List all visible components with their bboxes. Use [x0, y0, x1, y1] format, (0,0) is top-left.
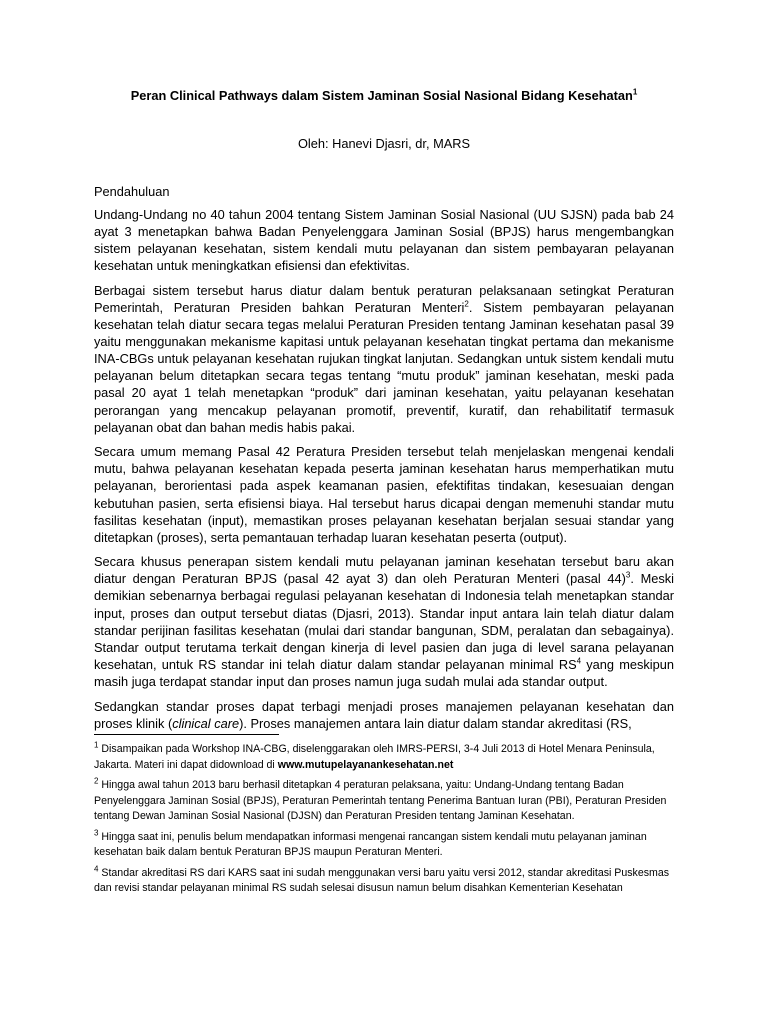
author-line: Oleh: Hanevi Djasri, dr, MARS — [297, 136, 471, 151]
paragraph-2-part-1: Berbagai sistem tersebut harus diatur dalam bentuk peraturan pelaksanaan setingkat Peraturan Pemerintah, Peraturan Presiden bahkan Peraturan Menteri — [94, 282, 674, 315]
paragraph-5-part-2: ). Proses manajemen antara lain diatur dalam standar akreditasi (RS, — [239, 715, 632, 731]
body-text — [94, 206, 674, 739]
paragraph-5-italic: clinical care — [172, 715, 240, 731]
paragraph-4-part-1: Secara khusus penerapan sistem kendali mutu pelayanan jaminan kesehatan tersebut baru akan diatur dengan Peraturan BPJS (pasal 42 ayat 3) dan oleh Peraturan Menteri (pasal 44) — [94, 554, 674, 587]
footnote-1 — [94, 742, 674, 773]
footnote-4 — [94, 863, 674, 897]
paragraph-4 — [94, 553, 674, 690]
footnote-4-text: Standar akreditasi RS dari KARS saat ini sudah menggunakan versi baru yaitu versi 2012, standar akreditasi Puskesmas dan revisi standar pelayanan minimal RS sudah selesai disusun namun belum disahkan Kementerian Kesehatan — [94, 866, 670, 894]
footnote-1-text: Disampaikan pada Workshop INA-CBG, diselenggarakan oleh IMRS-PERSI, 3-4 Juli 2013 di Hotel Menara Peninsula, Jakarta. Materi ini dapat didownload di — [94, 743, 655, 771]
footnote-3-text: Hingga saat ini, penulis belum mendapatkan informasi mengenai rancangan sistem kendali mutu pelayanan jaminan kesehatan baik dalam bentuk Peraturan BPJS maupun Peraturan Menteri. — [94, 830, 647, 858]
document-title — [94, 88, 674, 104]
footnotes — [94, 742, 674, 902]
footnote-separator — [94, 734, 279, 735]
footnote-marker-4: 4 — [576, 656, 582, 666]
paragraph-5 — [94, 698, 674, 732]
section-heading: Pendahuluan — [94, 184, 170, 199]
title-footnote-marker: 1 — [632, 87, 638, 97]
paragraph-3: Secara umum memang Pasal 42 Peratura Presiden tersebut telah menjelaskan mengenai kendali mutu, bahwa pelayanan kesehatan kepada peserta jaminan kesehatan harus memperhatikan mutu pelayanan, berorientasi pada aspek keamanan pasien, efektifitas tindakan, kesesuaian dengan kebutuhan pasien, serta efisiensi biaya. Hal tersebut harus dicapai dengan memenuhi standar mutu fasilitas kesehatan (input), memastikan proses pelayanan kesehatan berjalan sesuai standar yang ditetapkan (proses), serta pemantauan terhadap luaran kesehatan peserta (output). — [94, 444, 674, 545]
footnote-2-text: Hingga awal tahun 2013 baru berhasil ditetapkan 4 peraturan pelaksana, yaitu: Undang-Undang tentang Badan Penyelenggara Jaminan Sosial (BPJS), Peraturan Pemerintah tentang Penerima Bantuan Iuran (PBI), Peraturan Presiden tentang Dewan Jaminan Sosial Nasional (DJSN) dan Peraturan Presiden tentang Jaminan Kesehatan. — [94, 779, 667, 822]
footnote-3-number: 3 — [94, 827, 99, 837]
footnote-4-number: 4 — [94, 863, 99, 873]
footnote-2 — [94, 778, 674, 825]
paragraph-2-part-2: . Sistem pembayaran pelayanan kesehatan telah diatur secara tegas melalui Peraturan Presiden tentang Jaminan kesehatan pasal 39 yaitu menggunakan mekanisme kapitasi untuk pelayanan kesehatan tingkat pertama dan mekanisme INA-CBGs untuk pelayanan kesehatan rujukan tingkat lanjutan. Sedangkan untuk sistem kendali mutu pelayanan belum ditetapkan secara tegas tentang “mutu produk” jaminan kesehatan, meski pada pasal 20 ayat 1 telah menetapkan “produk” dari jaminan kesehatan, yaitu pelayanan kesehatan perorangan yang mencakup pelayanan promotif, preventif, kuratif, dan rehabilitatif termasuk pelayanan obat dan bahan medis habis pakai. — [94, 299, 675, 435]
footnote-marker-3: 3 — [625, 571, 631, 581]
footnote-3 — [94, 827, 674, 861]
footnote-1-number: 1 — [94, 740, 99, 750]
footnote-marker-2: 2 — [464, 299, 469, 309]
paragraph-2 — [94, 282, 674, 436]
paragraph-4-part-2: . Meski demikian sebenarnya berbagai regulasi pelayanan kesehatan di Indonesia telah menetapkan standar input, proses dan output tersebut diatas (Djasri, 2013). Standar input antara lain telah diatur dalam standar perijinan fasilitas kesehatan (mulai dari standar bangunan, SDM, peralatan dan sebagainya). Standar output terutama terkait dengan kinerja di level pasien dan juga di level sarana pelayanan kesehatan, untuk RS standar ini telah diatur dalam standar pelayanan minimal RS — [94, 571, 674, 672]
footnote-1-link: www.mutupelayanankesehatan.net — [277, 758, 454, 771]
paragraph-5-part-1: Sedangkan standar proses dapat terbagi menjadi proses manajemen pelayanan kesehatan dan proses klinik ( — [94, 698, 674, 731]
footnote-2-number: 2 — [94, 776, 99, 786]
title-text: Peran Clinical Pathways dalam Sistem Jaminan Sosial Nasional Bidang Kesehatan — [130, 88, 633, 103]
paragraph-4-part-3: yang meskipun masih juga terdapat standar input dan proses namun juga sudah mulai ada standar output. — [94, 656, 674, 689]
paragraph-1: Undang-Undang no 40 tahun 2004 tentang Sistem Jaminan Sosial Nasional (UU SJSN) pada bab 24 ayat 3 menetapkan bahwa Badan Penyelenggara Jaminan Sosial (BPJS) harus mengembangkan sistem pelayanan kesehatan, sistem kendali mutu pelayanan dan sistem pembayaran pelayanan kesehatan untuk meningkatkan efisiensi dan efektivitas. — [94, 207, 674, 274]
